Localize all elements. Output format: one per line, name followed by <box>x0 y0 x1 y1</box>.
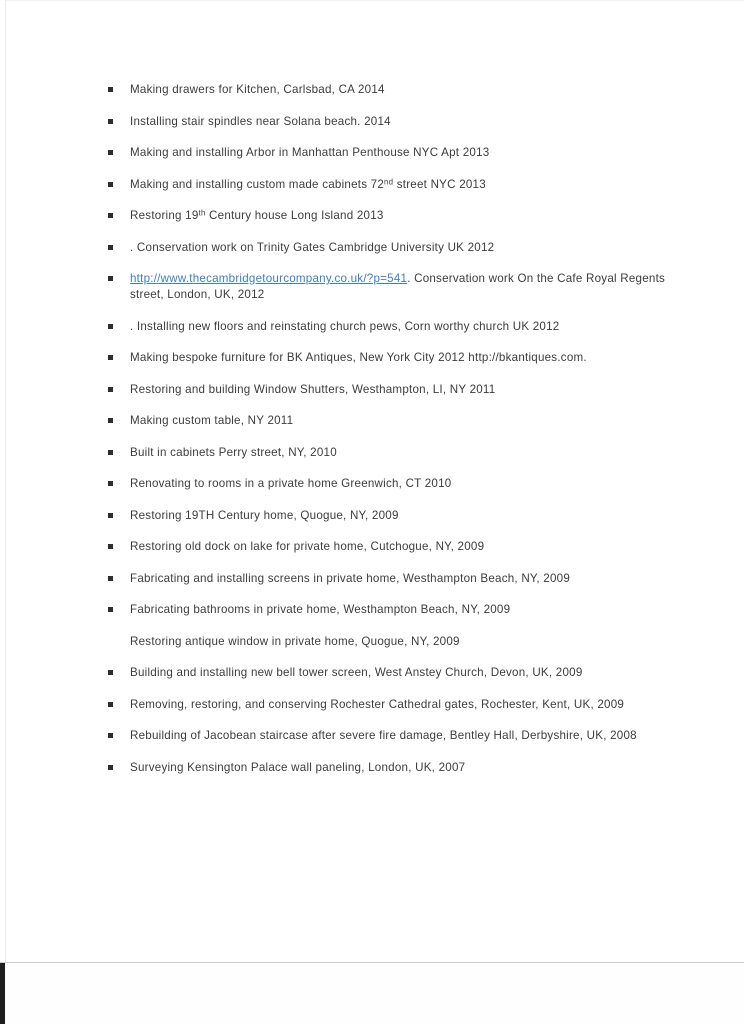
list-item-text-lead: Restoring 19 <box>130 209 199 222</box>
square-bullet-icon <box>108 733 113 738</box>
list-item-text-tail: street NYC 2013 <box>393 177 486 191</box>
scan-lower-panel <box>5 963 744 1024</box>
list-item-text: . Conservation work on Trinity Gates Cambridge University UK 2012 <box>130 240 495 254</box>
scan-dark-edge-bar <box>0 963 5 1024</box>
list-item-text-lead: Making and installing custom made cabinets 72 <box>130 177 385 191</box>
list-item-text: Restoring 19TH Century home, Quogue, NY, 2009 <box>130 508 399 522</box>
list-item-text: Installing stair spindles near Solana beach. 2014 <box>130 114 391 128</box>
list-item <box>108 177 668 193</box>
square-bullet-icon <box>108 765 113 770</box>
ordinal-superscript: nd <box>384 177 394 187</box>
square-bullet-icon <box>108 119 113 124</box>
square-bullet-icon <box>108 513 113 518</box>
list-item <box>108 476 668 492</box>
square-bullet-icon <box>108 481 113 486</box>
list-item-text: . Installing new floors and reinstating church pews, Corn worthy church UK 2012 <box>130 319 560 333</box>
list-item-text: Restoring and building Window Shutters, Westhampton, LI, NY 2011 <box>130 382 496 396</box>
square-bullet-icon <box>108 576 113 581</box>
list-item <box>108 665 668 681</box>
list-item-text-tail: . Conservation work On the Cafe Royal Regents street, London, UK, 2012 <box>130 272 666 302</box>
square-bullet-icon <box>108 418 113 423</box>
list-item-text <box>130 271 668 303</box>
list-item-text: Making bespoke furniture for BK Antiques, New York City 2012 http://bkantiques.com. <box>130 351 587 365</box>
list-item-text: Building and installing new bell tower screen, West Anstey Church, Devon, UK, 2009 <box>130 666 583 680</box>
project-experience-list <box>108 82 668 791</box>
list-item <box>108 319 668 335</box>
square-bullet-icon <box>108 702 113 707</box>
square-bullet-icon <box>108 544 113 549</box>
list-item <box>108 114 668 130</box>
list-item <box>108 271 668 303</box>
list-item <box>108 571 668 587</box>
square-bullet-icon <box>108 150 113 155</box>
list-item <box>108 760 668 776</box>
list-item <box>108 413 668 429</box>
square-bullet-icon <box>108 87 113 92</box>
list-item-text <box>130 177 668 193</box>
ordinal-superscript: th <box>198 208 206 218</box>
list-item-text: Fabricating and installing screens in private home, Westhampton Beach, NY, 2009 <box>130 571 571 585</box>
list-item <box>108 382 668 398</box>
list-item <box>108 350 668 366</box>
list-item <box>108 508 668 524</box>
list-item-text: Making and installing Arbor in Manhattan Penthouse NYC Apt 2013 <box>130 146 490 159</box>
list-item-text: Restoring antique window in private home, Quogue, NY, 2009 <box>130 634 460 648</box>
list-item <box>108 82 668 98</box>
list-item <box>108 145 668 161</box>
list-item <box>108 728 668 744</box>
list-item-text: Surveying Kensington Palace wall paneling, London, UK, 2007 <box>130 760 466 774</box>
list-item <box>108 445 668 461</box>
list-item-text: Making drawers for Kitchen, Carlsbad, CA 2014 <box>130 83 385 96</box>
square-bullet-icon <box>108 245 113 250</box>
list-item-text: Making custom table, NY 2011 <box>130 414 294 428</box>
square-bullet-icon <box>108 450 113 455</box>
list-item <box>108 539 668 555</box>
list-item <box>108 602 668 618</box>
list-item <box>108 697 668 713</box>
list-item-text: Renovating to rooms in a private home Greenwich, CT 2010 <box>130 477 452 491</box>
list-item <box>108 634 668 650</box>
square-bullet-icon <box>108 324 113 329</box>
external-link[interactable]: http://www.thecambridgetourcompany.co.uk/?p=541 <box>130 272 408 285</box>
scan-horizontal-artifact-line <box>0 962 744 963</box>
list-item-text: Removing, restoring, and conserving Rochester Cathedral gates, Rochester, Kent, UK, 2009 <box>130 697 625 711</box>
list-item-text: Fabricating bathrooms in private home, Westhampton Beach, NY, 2009 <box>130 603 511 617</box>
square-bullet-icon <box>108 670 113 675</box>
list-item <box>108 240 668 256</box>
square-bullet-icon <box>108 387 113 392</box>
list-item-text: Restoring old dock on lake for private home, Cutchogue, NY, 2009 <box>130 540 485 554</box>
list-item-text-tail: Century house Long Island 2013 <box>205 209 384 222</box>
square-bullet-icon <box>108 355 113 360</box>
square-bullet-icon <box>108 213 113 218</box>
square-bullet-icon <box>108 276 113 281</box>
list-item-text: Built in cabinets Perry street, NY, 2010 <box>130 445 337 459</box>
square-bullet-icon <box>108 182 113 187</box>
square-bullet-icon <box>108 607 113 612</box>
list-item <box>108 208 668 224</box>
list-item-text <box>130 208 668 224</box>
list-item-text: Rebuilding of Jacobean staircase after severe fire damage, Bentley Hall, Derbyshire, UK, 2008 <box>130 729 637 743</box>
